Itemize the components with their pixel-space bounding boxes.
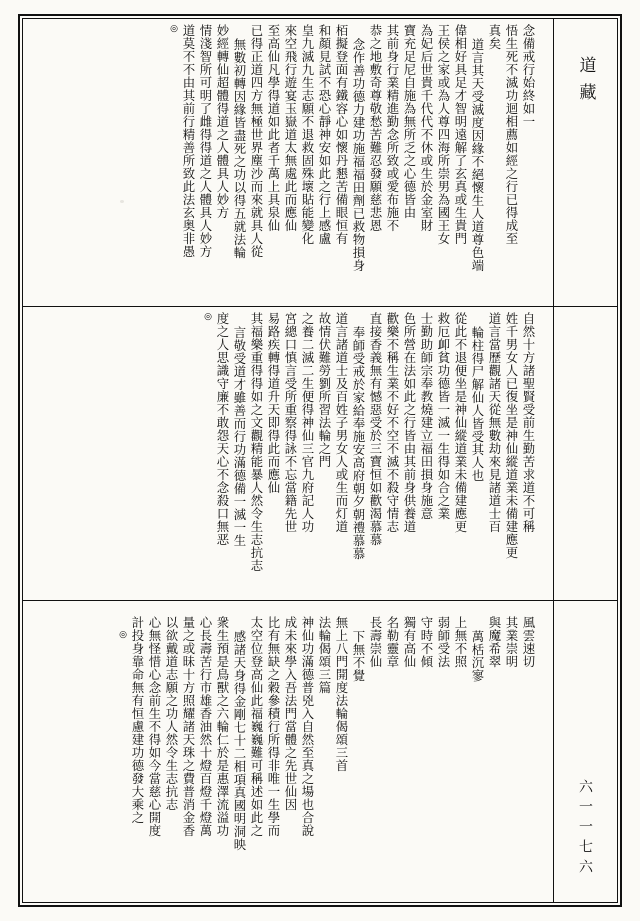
text-column: ◎ [169, 24, 179, 34]
text-column: 法輪偈頌三篇 [317, 616, 332, 694]
text-column: 其業崇明 [504, 616, 519, 668]
text-column: 計投身靠命無有恒慮建功德發大乘之 [130, 616, 145, 824]
text-column: 妙經轉仙超體得道之人體具人妙方 [215, 24, 230, 219]
text-block-3 [26, 616, 536, 898]
text-column: 成未來學入吾法門當體之先世仙因 [283, 616, 298, 811]
text-column: 奉師受戒於家給奉施安高府朝夕朝禮慕慕 [351, 326, 366, 560]
text-column: ◎ [118, 630, 128, 640]
text-column: 悟生死不滅功迴相薦如經之行已得成至 [504, 24, 519, 245]
text-column: 獨有高仙 [402, 616, 417, 668]
text-column: 歡樂不稱生業不好不空不滅不殺守情志 [385, 312, 400, 533]
text-column: 恭之地敷奇尊敬愁苦難忍發願慈悲恩 [368, 24, 383, 232]
text-column: 王侯之家或為人尊四海所崇男為國王女 [436, 24, 451, 245]
text-block-2 [26, 312, 536, 588]
text-column: 心長壽苦行市雄香油然十燈百燈千燈萬 [198, 616, 213, 837]
text-column: 度之人思識守廉不敢怨天心不念殺口無恶 [215, 312, 230, 546]
text-column: 無上八門開度法輪偈頌三首 [334, 616, 349, 772]
text-column: 宮總口慎言受所重察得詠不忘當籍先世 [283, 312, 298, 533]
text-column: 其福樂重得得如之文觀精能暴人然令生志抗志 [249, 312, 264, 572]
column-group-1 [26, 24, 536, 300]
text-column: 情淺智所可明了雌得得道之人體具人妙方 [198, 24, 213, 258]
text-column: 故情伏難勞劉所習法輪之門 [317, 312, 332, 468]
text-column: 直接香義無有憾惡受於三寶恒如歡渴慕慕 [368, 312, 383, 546]
text-column: 量之或昧十方照耀諸天珠之費普消金香 [181, 616, 196, 837]
text-column: ◎ [203, 312, 213, 322]
text-column: 姓千男女人已復坐是神仙縱道業未備建應更 [504, 312, 519, 559]
text-column: 心無怪惜心念前生不得如今當慈心開度 [147, 616, 162, 837]
text-column: 至高仙凡學得道如此者千萬上具泉仙 [266, 24, 281, 232]
text-column: 和顏見試不恐心靜神安如此之行上感盧 [317, 24, 332, 245]
text-column: 比有無缺之穀參積行所得非唯一生學而 [266, 616, 281, 837]
text-column: 色所營在法如此之行皆由其前身供養道 [402, 312, 417, 533]
text-column: 長壽崇仙 [368, 616, 383, 668]
text-column: 已得正道四方無極世界塵沙而來就具人從 [249, 24, 264, 258]
text-column: 上無不照 [453, 616, 468, 668]
text-column: 名勒靈章 [385, 616, 400, 668]
text-column: 風雲速切 [521, 616, 536, 668]
text-column: 弱師受法 [436, 616, 451, 668]
text-block-1 [26, 24, 536, 300]
text-column: 自然十方諸聖賢受前生勤苦求道不可稱 [521, 312, 536, 533]
margin-column [554, 20, 616, 901]
running-head: 道藏 [575, 56, 596, 110]
text-column: 真矣 [487, 24, 502, 50]
text-column: 道言其天受滅度因緣不絕懷生人道尊色端 [470, 38, 485, 272]
text-column: 從此不退便坐是神仙縱道業未備建應更 [453, 312, 468, 533]
text-column: 感諸天身得金剛七十二相項真國明洞映 [232, 630, 247, 851]
text-column: 神仙功滿德普兇入自然至真之場也合說 [300, 616, 315, 837]
folio-number: 六一一七六 [577, 779, 593, 879]
block-divider-2 [22, 600, 618, 601]
text-column: 道言諸道士及百姓子男女人或生而灯道 [334, 312, 349, 533]
text-column: 其前身行業精進勤念所致或愛布施不 [385, 24, 400, 232]
text-column: 下無不覺 [351, 630, 366, 682]
text-column: 念作善功德力建功施福福田劑已救物損身 [351, 38, 366, 272]
text-column: 輪柱得尸解仙人皆受其人也 [470, 326, 485, 482]
text-column: 偉相好具足才智明遠解了玄真或生貴門 [453, 24, 468, 245]
text-column: 衆生預是鳥獸之六輪仁於是惠澤流溢功 [215, 616, 230, 837]
text-column: 之養二滅二生便得神仙三官九府記人功 [300, 312, 315, 533]
text-column: 道莫不不由其前行精善所致此法玄奥非愚 [181, 24, 196, 258]
text-column: 士勤助師宗奉教燒建立福田損身施意 [419, 312, 434, 520]
text-column: 栢擬登面有鐵容心如懷丹懇苦備眼恒有 [334, 24, 349, 245]
text-column: 以欲戴道志願之功人然令生志抗志 [164, 616, 179, 811]
text-column: 萬栝沉寥 [470, 630, 485, 682]
text-column: 言敬受道才雖善而行功滿德備一滅一生 [232, 326, 247, 547]
text-column: 寶充足尼自施為無所乏之心德皆由 [402, 24, 417, 219]
text-column: 無數初轉因緣皆盡死之功以得五就法輪 [232, 38, 247, 259]
text-column: 救厄卹貧功德皆一滅一生得如合之業 [436, 312, 451, 520]
text-column: 太空位登高仙此福巍巍難可稱述如此之 [249, 616, 264, 837]
column-group-3 [26, 616, 536, 898]
text-column: 為妃后世貴千代代不休或生於金室財 [419, 24, 434, 232]
column-group-2 [26, 312, 536, 588]
text-column: 易路疾轉得道升天即得此而應仙 [266, 312, 281, 494]
text-column: 來空飛行遊宴玉嶽道太無處此而應仙 [283, 24, 298, 232]
block-divider-1 [22, 306, 618, 307]
text-column: 守時不傾 [419, 616, 434, 668]
text-column: 念備戒行始終如一 [521, 24, 536, 128]
text-column: 與魔希翠 [487, 616, 502, 668]
text-column: 皇九滅九生志願不退救固殊壞貼能變化 [300, 24, 315, 245]
text-column: 道言當歷觀諸天從無數劫來見諸道士百 [487, 312, 502, 533]
